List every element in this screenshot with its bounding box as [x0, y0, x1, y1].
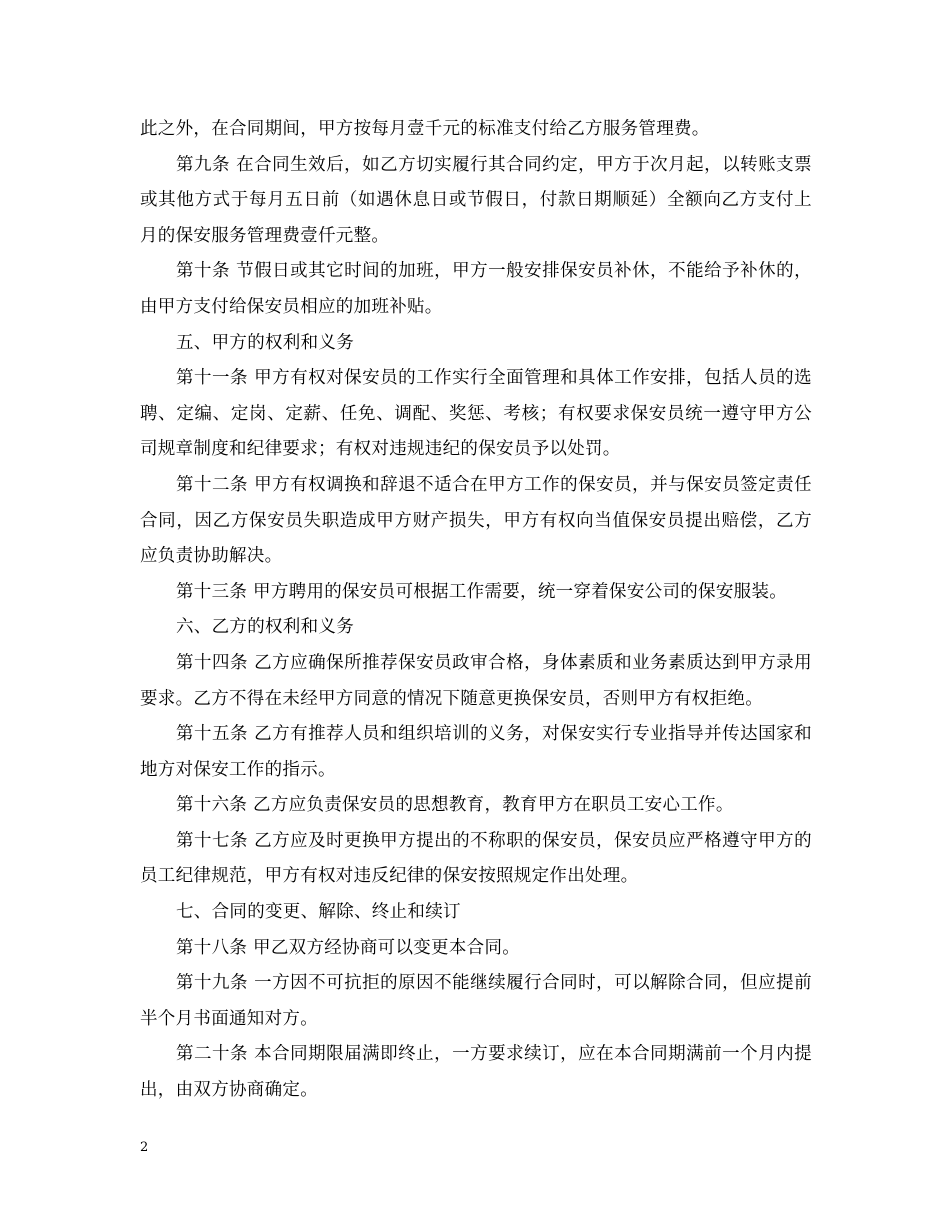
paragraph: 此之外，在合同期间，甲方按每月壹千元的标准支付给乙方服务管理费。 — [140, 119, 710, 139]
page-number: 2 — [140, 1140, 149, 1155]
paragraph: 第十条 节假日或其它时间的加班，甲方一般安排保安员补休，不能给予补休的，由甲方支付给保安员相应的加班补贴。 — [140, 261, 812, 317]
paragraph: 第十四条 乙方应确保所推荐保安员政审合格，身体素质和业务素质达到甲方录用要求。乙方不得在未经甲方同意的情况下随意更换保安员，否则甲方有权拒绝。 — [140, 652, 812, 709]
paragraph: 第二十条 本合同期限届满即终止，一方要求续订，应在本合同期满前一个月内提出，由双方协商确定。 — [140, 1044, 812, 1101]
paragraph: 第十六条 乙方应负责保安员的思想教育，教育甲方在职员工安心工作。 — [176, 795, 734, 816]
paragraph: 五、甲方的权利和义务 — [176, 332, 354, 353]
paragraph: 第十九条 一方因不可抗拒的原因不能继续履行合同时，可以解除合同，但应提前半个月书面通知对方。 — [140, 973, 812, 1029]
paragraph: 七、合同的变更、解除、终止和续订 — [176, 902, 461, 923]
paragraph: 第十二条 甲方有权调换和辞退不适合在甲方工作的保安员，并与保安员签定责任合同，因乙方保安员失职造成甲方财产损失，甲方有权向当值保安员提出赔偿，乙方应负责协助解决。 — [140, 474, 812, 567]
paragraph: 第十七条 乙方应及时更换甲方提出的不称职的保安员，保安员应严格遵守甲方的员工纪律规范，甲方有权对违反纪律的保安按照规定作出处理。 — [140, 830, 812, 887]
document-body — [140, 112, 812, 1109]
paragraph: 第十八条 甲乙双方经协商可以变更本合同。 — [176, 937, 521, 958]
paragraph: 六、乙方的权利和义务 — [176, 617, 354, 638]
paragraph: 第九条 在合同生效后，如乙方切实履行其合同约定，甲方于次月起，以转账支票或其他方式于每月五日前（如遇休息日或节假日，付款日期顺延）全额向乙方支付上月的保安服务管理费壹仟元整。 — [140, 154, 812, 246]
paragraph: 第十三条 甲方聘用的保安员可根据工作需要，统一穿着保安公司的保安服装。 — [176, 581, 788, 602]
paragraph: 第十一条 甲方有权对保安员的工作实行全面管理和具体工作安排，包括人员的选聘、定编、定岗、定薪、任免、调配、奖惩、考核；有权要求保安员统一遵守甲方公司规章制度和纪律要求；有权对违规违纪的保安员予以处罚。 — [140, 368, 812, 460]
paragraph: 第十五条 乙方有推荐人员和组织培训的义务，对保安实行专业指导并传达国家和地方对保安工作的指示。 — [140, 724, 812, 780]
